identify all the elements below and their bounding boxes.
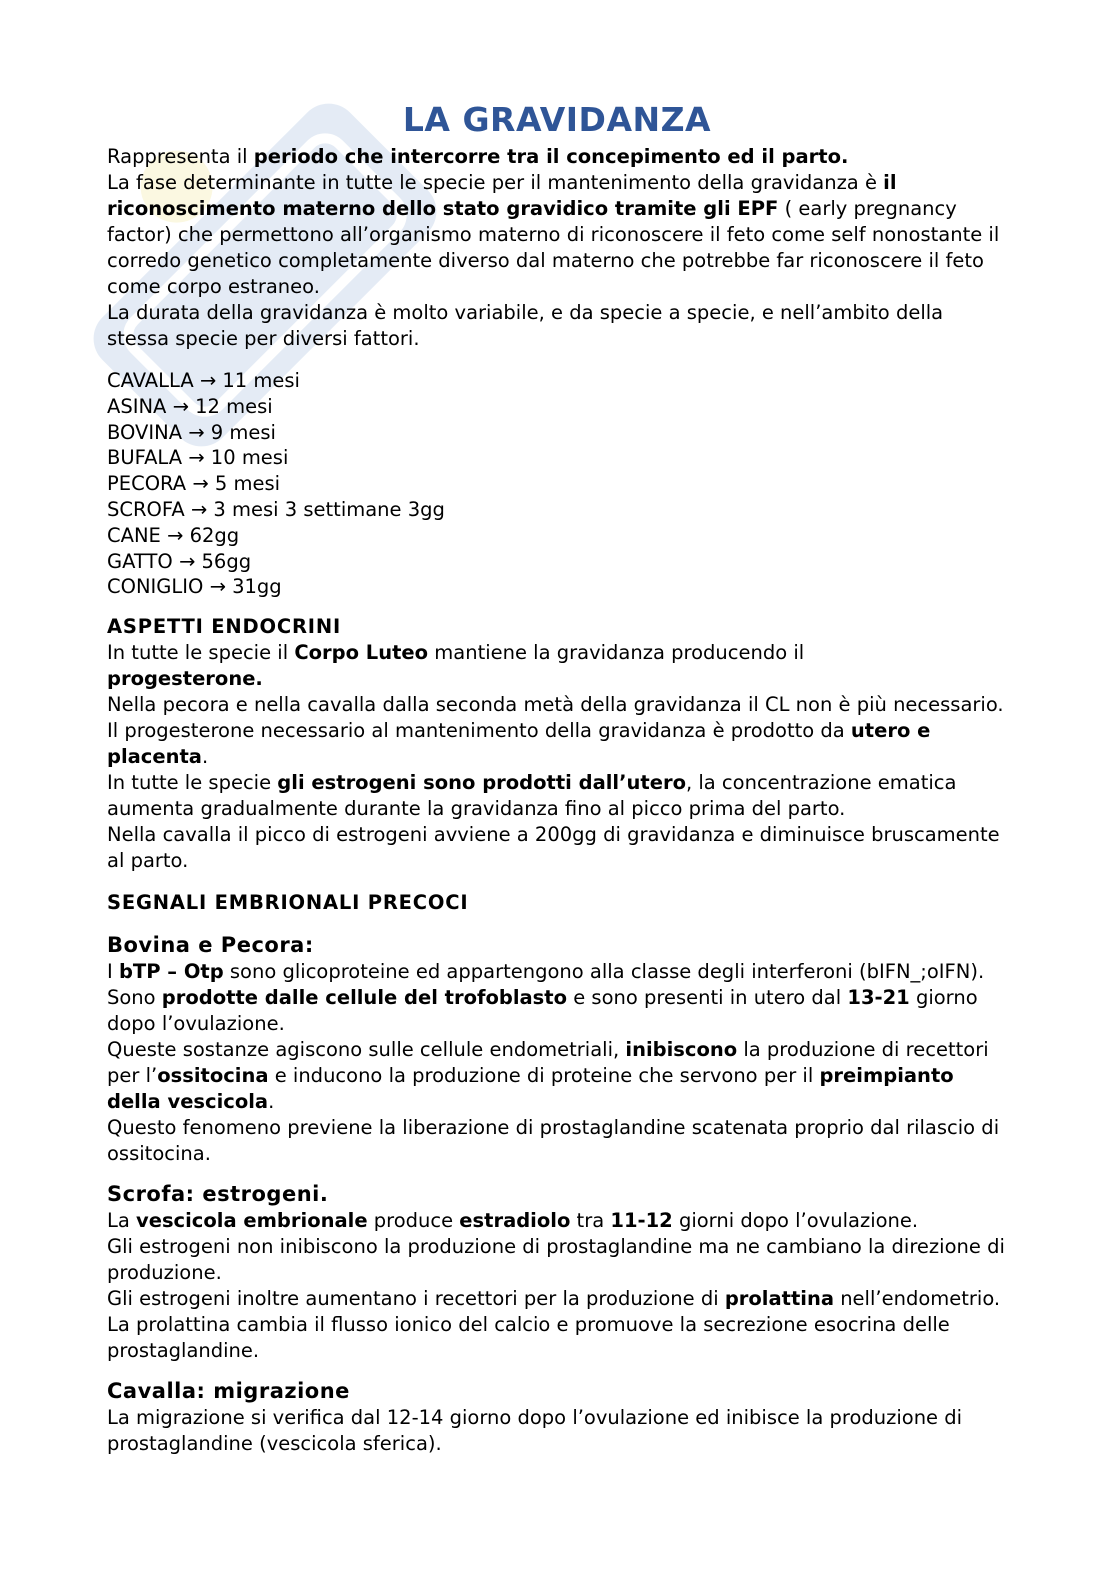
section-heading-endocrine: ASPETTI ENDOCRINI: [107, 615, 342, 639]
sow-paragraph-2: Gli estrogeni non inibiscono la produzione di prostaglandine ma ne cambiano la direzione di produzione.: [107, 1235, 1005, 1285]
list-item: CANE → 62gg: [107, 523, 240, 547]
sow-paragraph-4: La prolattina cambia il flusso ionico del calcio e promuove la secrezione esocrina delle prostaglandine.: [107, 1313, 950, 1363]
list-item: GATTO → 56gg: [107, 549, 252, 573]
intro-paragraph-1: Rappresenta il periodo che intercorre tra il concepimento ed il parto.: [107, 145, 849, 168]
bovine-paragraph-3: Questo fenomeno previene la liberazione di prostaglandine scatenata proprio dal rilascio di ossitocina.: [107, 1116, 1000, 1166]
endocrine-paragraph-4: Nella cavalla il picco di estrogeni avviene a 200gg di gravidanza e diminuisce bruscamente al parto.: [107, 823, 1000, 873]
list-item: ASINA → 12 mesi: [107, 394, 273, 418]
list-item: CONIGLIO → 31gg: [107, 575, 282, 599]
mare-paragraph-1: La migrazione si verifica dal 12-14 giorno dopo l’ovulazione ed inibisce la produzione di prostaglandine (vescicola sferica).: [107, 1406, 963, 1456]
endocrine-paragraph-1: In tutte le specie il Corpo Luteo mantiene la gravidanza producendo il progesterone.: [107, 641, 805, 691]
subheading-mare: Cavalla: migrazione: [107, 1379, 350, 1404]
list-item: BOVINA → 9 mesi: [107, 420, 276, 444]
gestation-duration-list: [107, 368, 1007, 600]
document-page: [107, 96, 1007, 1457]
endocrine-paragraph-3: In tutte le specie gli estrogeni sono prodotti dall’utero, la concentrazione ematica aumenta gradualmente durante la gravidanza fino al picco prima del parto.: [107, 771, 957, 821]
list-item: SCROFA → 3 mesi 3 settimane 3gg: [107, 497, 445, 521]
intro-paragraph-2: La fase determinante in tutte le specie per il mantenimento della gravidanza è il riconoscimento materno dello stato gravidico tramite gli EPF ( early pregnancy factor) che permettono all’organismo materno di riconoscere il feto come self nonostante il corredo genetico completamente diverso dal materno che potrebbe far riconoscere il feto come corpo estraneo.: [107, 171, 1000, 298]
list-item: BUFALA → 10 mesi: [107, 446, 289, 470]
page-title: LA GRAVIDANZA: [402, 100, 712, 139]
subheading-bovine-sheep: Bovina e Pecora:: [107, 933, 314, 958]
bovine-paragraph-2: Queste sostanze agiscono sulle cellule endometriali, inibiscono la produzione di recettori per l’ossitocina e inducono la produzione di proteine che servono per il preimpianto della vescicola.: [107, 1038, 989, 1114]
intro-paragraph-3: La durata della gravidanza è molto variabile, e da specie a specie, e nell’ambito della stessa specie per diversi fattori.: [107, 301, 944, 350]
sow-paragraph-3: Gli estrogeni inoltre aumentano i recettori per la produzione di prolattina nell’endometrio.: [107, 1287, 1001, 1311]
endocrine-paragraph-2: Nella pecora e nella cavalla dalla seconda metà della gravidanza il CL non è più necessario. Il progesterone necessario al mantenimento della gravidanza è prodotto da utero e placenta.: [107, 693, 1004, 769]
sow-paragraph-1: La vescicola embrionale produce estradiolo tra 11-12 giorni dopo l’ovulazione.: [107, 1209, 919, 1233]
section-heading-signals: SEGNALI EMBRIONALI PRECOCI: [107, 891, 469, 915]
bovine-paragraph-1: I bTP – Otp sono glicoproteine ed appartengono alla classe degli interferoni (bIFN_;oIFN). Sono prodotte dalle cellule del trofoblasto e sono presenti in utero dal 13-21 giorno dopo l’ovulazione.: [107, 960, 985, 1036]
list-item: CAVALLA → 11 mesi: [107, 369, 300, 392]
subheading-sow: Scrofa: estrogeni.: [107, 1182, 329, 1207]
list-item: PECORA → 5 mesi: [107, 472, 281, 496]
